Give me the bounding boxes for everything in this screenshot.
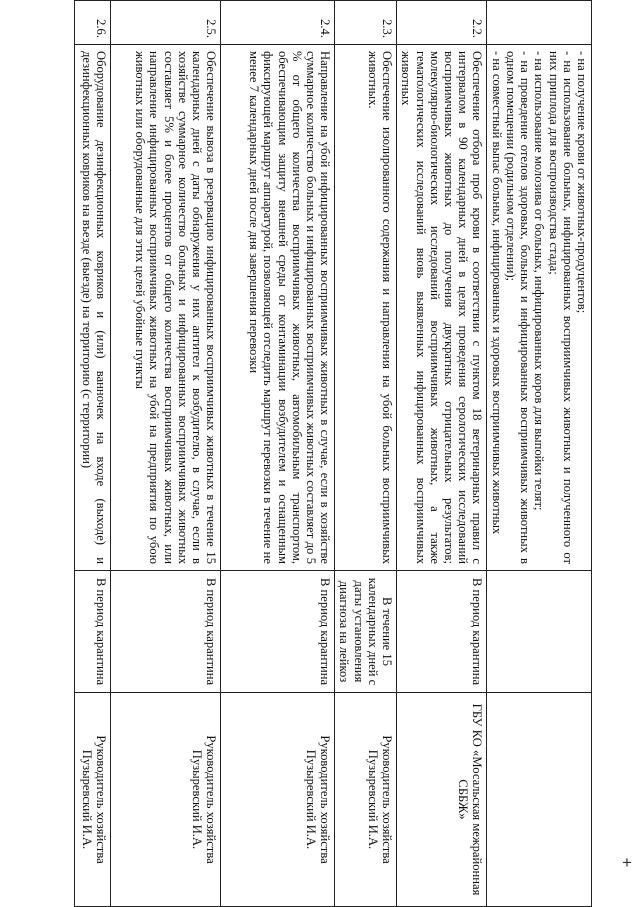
list-item: - на проведение отелов здоровых, больных и инфицированных восприимчивых животных в одном помещении (родильном отделении); (503, 51, 533, 564)
measure-text: Обеспечение вывоза в резервацию инфицированных восприимчивых животных в течение 15 календарных дней с даты обнаружения у них антител к возбудителю, в случае, если в хозяйстве суммарное количество больных и инфицированных восприимчивых животных составляет 5% и более процентов от общего количества восприимчивых животных, или направление инфицированных восприимчивых животных на убой на предприятия по убою животных или оборудованные для этих целей убойные пункты (111, 45, 221, 571)
responsible-party: Руководитель хозяйства Пузыревский И.А. (221, 693, 335, 907)
rotated-content (32, 0, 592, 906)
responsible-party: ГБУ КО «Мосальская межрайонная СББЖ» (397, 693, 487, 907)
measure-term: В период карантина (75, 571, 111, 693)
row-number: 2.4. (221, 1, 335, 45)
measure-term: В период карантина (397, 571, 487, 693)
measure-text: Обеспечение отбора проб крови в соответствии с пунктом 18 ветеринарных правил с интервалом в 90 календарных дней в целях проведения серологических исследований восприимчивых животных до получения двукратных отрицательных результатов; молекулярно-биологических исследований восприимчивых животных, а также гематологических исследований вновь выявленных инфицированных восприимчивых животных (397, 45, 487, 571)
list-item: - на использование больных, инфицированных восприимчивых животных и полученного от них приплода для воспроизводства стада; (546, 51, 575, 564)
table-row-continuation (487, 1, 592, 907)
measures-table (74, 0, 592, 907)
responsible-party: Руководитель хозяйства Пузыревский И.А. (75, 693, 111, 907)
list-item: - на получение крови от животных-продуцентов; (575, 51, 589, 314)
list-item: - на совместный выпас больных, инфицированных и здоровых восприимчивых животных (489, 51, 504, 535)
responsible-cell (487, 693, 592, 907)
row-number-cell (487, 1, 592, 45)
measure-text: Направление на убой инфицированных восприимчивых животных в случае, если в хозяйстве суммарное количество больных и инфицированных восприимчивых животных составляет до 5 % от общего количества восприимчивых животных, автомобильным транспортом, обеспечивающим защиту внешней среды от контаминации возбудителем и оснащенным фиксирующей маршрут аппаратурой, позволяющей отследить маршрут перевозки в течение не менее 7 календарных дней после дня завершения перевозки (221, 45, 335, 571)
row-number: 2.5. (111, 1, 221, 45)
page-mark: + (622, 853, 632, 872)
table-row (397, 1, 487, 907)
continuation-list (487, 45, 592, 571)
measure-text: Оборудование дезинфекционных ковриков и (или) ванночек на входе (выходе) и дезинфекционных ковриков на въезде (выезде) на территорию (с территории) (75, 45, 111, 571)
row-number: 2.3. (335, 1, 397, 45)
table-row (111, 1, 221, 907)
table-row (221, 1, 335, 907)
row-number: 2.2. (397, 1, 487, 45)
responsible-party: Руководитель хозяйства Пузыревский И.А. (335, 693, 397, 907)
term-cell (487, 571, 592, 693)
table-row (335, 1, 397, 907)
measure-term: В период карантина (221, 571, 335, 693)
table-row (75, 1, 111, 907)
measure-term: В течение 15 календарных дней с даты установления диагноза на лейкоз (335, 571, 397, 693)
list-item: - на использование молозива от больных, инфицированных коров для выпойки телят; (532, 51, 547, 511)
measure-text: Обеспечение изолированного содержания и направления на убой больных восприимчивых животных. (335, 45, 397, 571)
measure-term: В период карантина (111, 571, 221, 693)
row-number: 2.6. (75, 1, 111, 45)
responsible-party: Руководитель хозяйства Пузыревский И.А. (111, 693, 221, 907)
